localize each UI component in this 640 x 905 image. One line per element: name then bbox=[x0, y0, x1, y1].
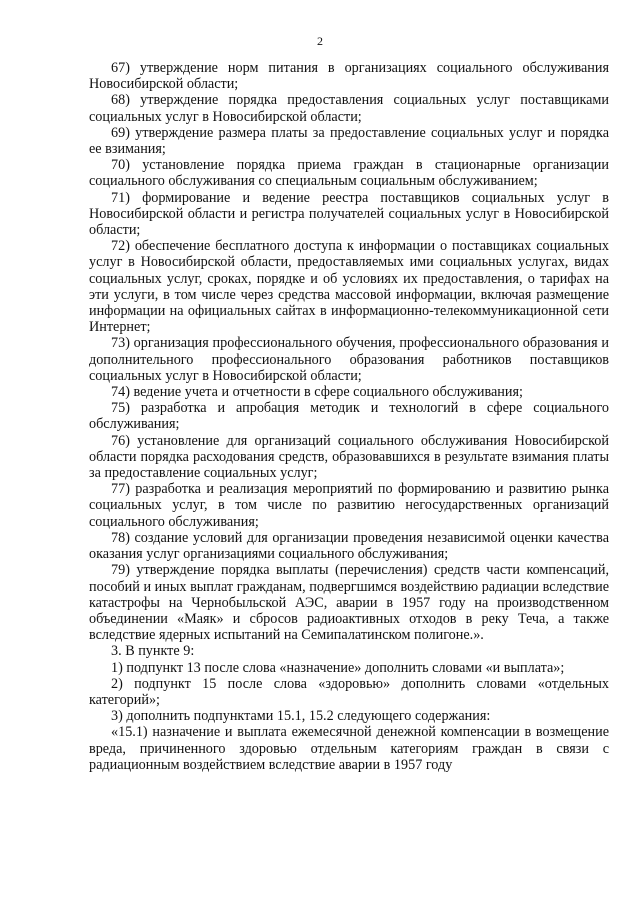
paragraph-item-75: 75) разработка и апробация методик и технологий в сфере социального обслуживания; bbox=[89, 400, 609, 433]
paragraph-item-76: 76) установление для организаций социального обслуживания Новосибирской области порядка расходования средств, образовавшихся в результате взимания платы за предоставление социальных услуг; bbox=[89, 432, 609, 482]
paragraph-item-70: 70) установление порядка приема граждан в стационарные организации социального обслуживания со специальным социальным обслуживанием; bbox=[89, 157, 609, 190]
paragraph-item-15-1: «15.1) назначение и выплата ежемесячной денежной компенсации в возмещение вреда, причиненного здоровью отдельным категориям граждан в связи с радиационным воздействием вследствие аварии в 1957 году bbox=[89, 724, 609, 773]
subpoint-item-3: 3) дополнить подпунктами 15.1, 15.2 следующего содержания: bbox=[111, 708, 491, 725]
paragraph-item-77: 77) разработка и реализация мероприятий по формированию и развитию рынка социальных услуг, в том числе по развитию негосударственных организаций социального обслуживания; bbox=[89, 481, 609, 530]
paragraph-item-71: 71) формирование и ведение реестра поставщиков социальных услуг в Новосибирской области и регистра получателей социальных услуг в Новосибирской области; bbox=[89, 189, 609, 239]
subpoint-item-2: 2) подпункт 15 после слова «здоровью» дополнить словами «отдельных категорий»; bbox=[89, 675, 609, 708]
document-body bbox=[89, 60, 609, 773]
subpoint-item-1: 1) подпункт 13 после слова «назначение» дополнить словами «и выплата»; bbox=[111, 659, 565, 676]
paragraph-item-67: 67) утверждение норм питания в организациях социального обслуживания Новосибирской области; bbox=[89, 60, 609, 93]
paragraph-item-68: 68) утверждение порядка предоставления социальных услуг поставщиками социальных услуг в Новосибирской области; bbox=[89, 92, 609, 125]
paragraph-item-74: 74) ведение учета и отчетности в сфере социального обслуживания; bbox=[111, 384, 523, 401]
paragraph-item-79: 79) утверждение порядка выплаты (перечисления) средств части компенсаций, пособий и иных выплат гражданам, подвергшимся воздействию радиации вследствие катастрофы на Чернобыльской АЭС, аварии в 1957 году на производственном объединении «Маяк» и сбросов радиоактивных отходов в реку Теча, а также вследствие ядерных испытаний на Семипалатинском полигоне.». bbox=[89, 562, 609, 644]
page-number: 2 bbox=[317, 34, 323, 48]
paragraph-item-73: 73) организация профессионального обучения, профессионального образования и дополнительного профессионального образования работников поставщиков социальных услуг в Новосибирской области; bbox=[89, 335, 609, 384]
paragraph-item-78: 78) создание условий для организации проведения независимой оценки качества оказания услуг организациями социального обслуживания; bbox=[89, 529, 609, 563]
paragraph-item-72: 72) обеспечение бесплатного доступа к информации о поставщиках социальных услуг в Новосибирской области, предоставляемых ими социальных услугах, видах социальных услуг, сроках, порядке и об условиях их предоставления, о тарифах на эти услуги, в том числе через средства массовой информации, включая размещение информации на официальных сайтах в информационно-телекоммуникационной сети Интернет; bbox=[89, 238, 609, 336]
paragraph-item-69: 69) утверждение размера платы за предоставление социальных услуг и порядка ее взимания; bbox=[89, 124, 609, 158]
section-heading-point-9: 3. В пункте 9: bbox=[111, 643, 195, 660]
